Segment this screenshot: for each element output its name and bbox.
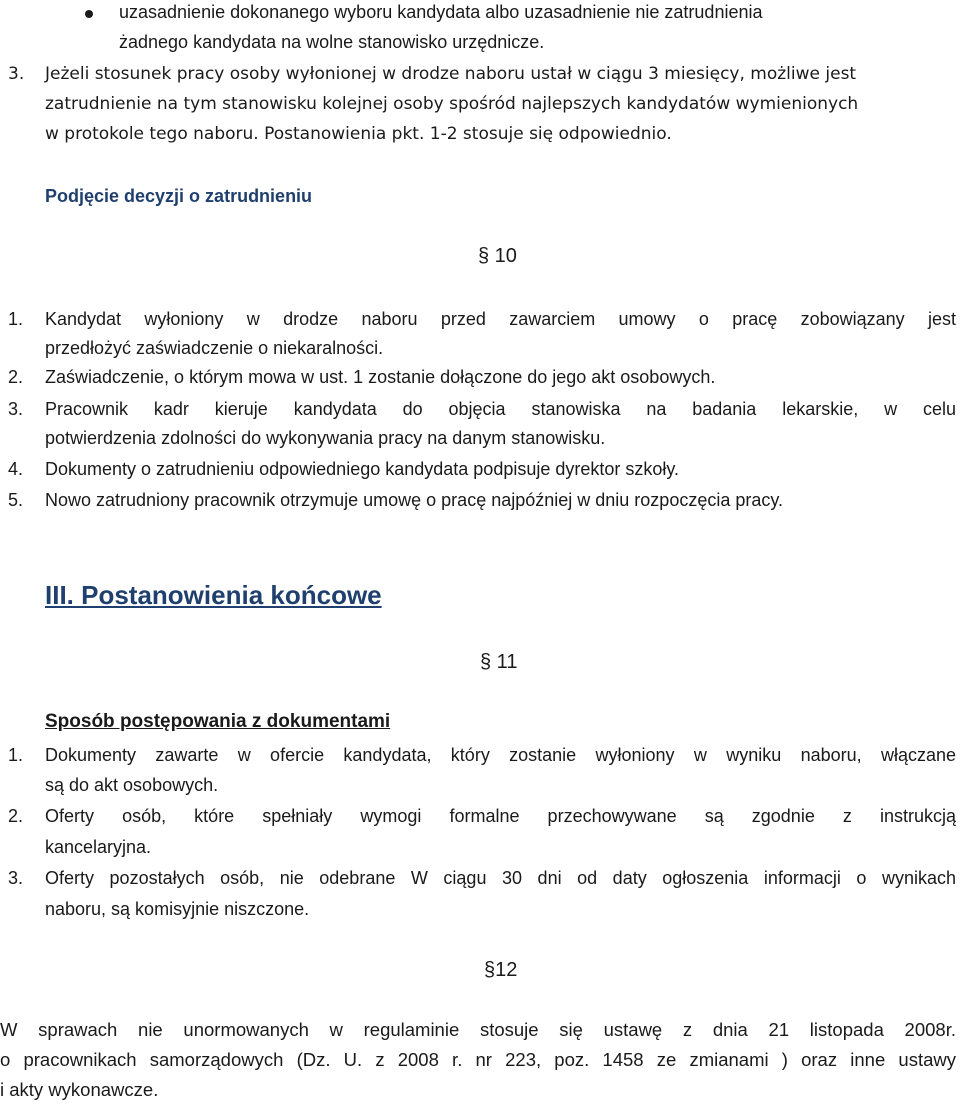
paragraph-line: i akty wykonawcze.	[0, 1079, 159, 1100]
list-item-line: zatrudnienie na tym stanowisku kolejnej osoby spośród najlepszych kandydatów wymienionych	[45, 94, 859, 114]
bullet-line-2: żadnego kandydata na wolne stanowisko urzędnicze.	[119, 32, 545, 52]
list-item-line: Jeżeli stosunek pracy osoby wyłonionej w drodze naboru ustał w ciągu 3 miesięcy, możliwe jest	[45, 64, 857, 84]
chapter-title: III. Postanowienia końcowe	[45, 580, 382, 610]
list-item-line: Oferty osób, które spełniały wymogi formalne przechowywane są zgodnie z instrukcją	[45, 806, 956, 826]
list-item-line: Pracownik kadr kieruje kandydata do objęcia stanowiska na badania lekarskie, w celu	[45, 399, 956, 419]
paragraph-line: W sprawach nie unormowanych w regulaminie stosuje się ustawę z dnia 21 listopada 2008r.	[0, 1019, 956, 1040]
list-item-line: Dokumenty zawarte w ofercie kandydata, który zostanie wyłoniony w wyniku naboru, włączane	[45, 745, 956, 765]
paragraph-mark: §12	[484, 959, 518, 981]
list-number: 3.	[8, 399, 24, 419]
section-heading: Podjęcie decyzji o zatrudnieniu	[45, 186, 313, 206]
list-number: 2.	[8, 806, 24, 826]
paragraph-mark: § 11	[480, 651, 518, 673]
bullet-icon	[85, 10, 93, 18]
list-item-line: kancelaryjna.	[45, 837, 152, 857]
list-item-line: Dokumenty o zatrudnieniu odpowiedniego kandydata podpisuje dyrektor szkoły.	[45, 459, 680, 479]
list-item-line: Zaświadczenie, o którym mowa w ust. 1 zostanie dołączone do jego akt osobowych.	[45, 367, 716, 387]
list-number: 1.	[8, 745, 24, 765]
list-item-line: Kandydat wyłoniony w drodze naboru przed zawarciem umowy o pracę zobowiązany jest	[45, 309, 956, 329]
list-number: 2.	[8, 367, 24, 387]
subheading: Sposób postępowania z dokumentami	[45, 711, 391, 732]
list-number: 4.	[8, 459, 24, 479]
list-item-line: Oferty pozostałych osób, nie odebrane W ciągu 30 dni od daty ogłoszenia informacji o wynikach	[45, 868, 956, 888]
bullet-line-1: uzasadnienie dokonanego wyboru kandydata albo uzasadnienie nie zatrudnienia	[119, 2, 763, 22]
list-item-line: są do akt osobowych.	[45, 775, 219, 795]
list-item-line: potwierdzenia zdolności do wykonywania pracy na danym stanowisku.	[45, 428, 606, 448]
list-number: 3.	[8, 868, 24, 888]
list-number: 3.	[8, 64, 25, 84]
list-number: 5.	[8, 490, 24, 510]
paragraph-mark: § 10	[478, 245, 517, 267]
list-item-line: naboru, są komisyjnie niszczone.	[45, 899, 310, 919]
list-item-line: w protokole tego naboru. Postanowienia pkt. 1-2 stosuje się odpowiednio.	[45, 124, 672, 144]
list-item-line: przedłożyć zaświadczenie o niekaralności.	[45, 338, 384, 358]
list-number: 1.	[8, 309, 24, 329]
list-item-line: Nowo zatrudniony pracownik otrzymuje umowę o pracę najpóźniej w dniu rozpoczęcia pracy.	[45, 490, 784, 510]
paragraph-line: o pracownikach samorządowych (Dz. U. z 2008 r. nr 223, poz. 1458 ze zmianami ) oraz inne ustawy	[0, 1049, 956, 1070]
